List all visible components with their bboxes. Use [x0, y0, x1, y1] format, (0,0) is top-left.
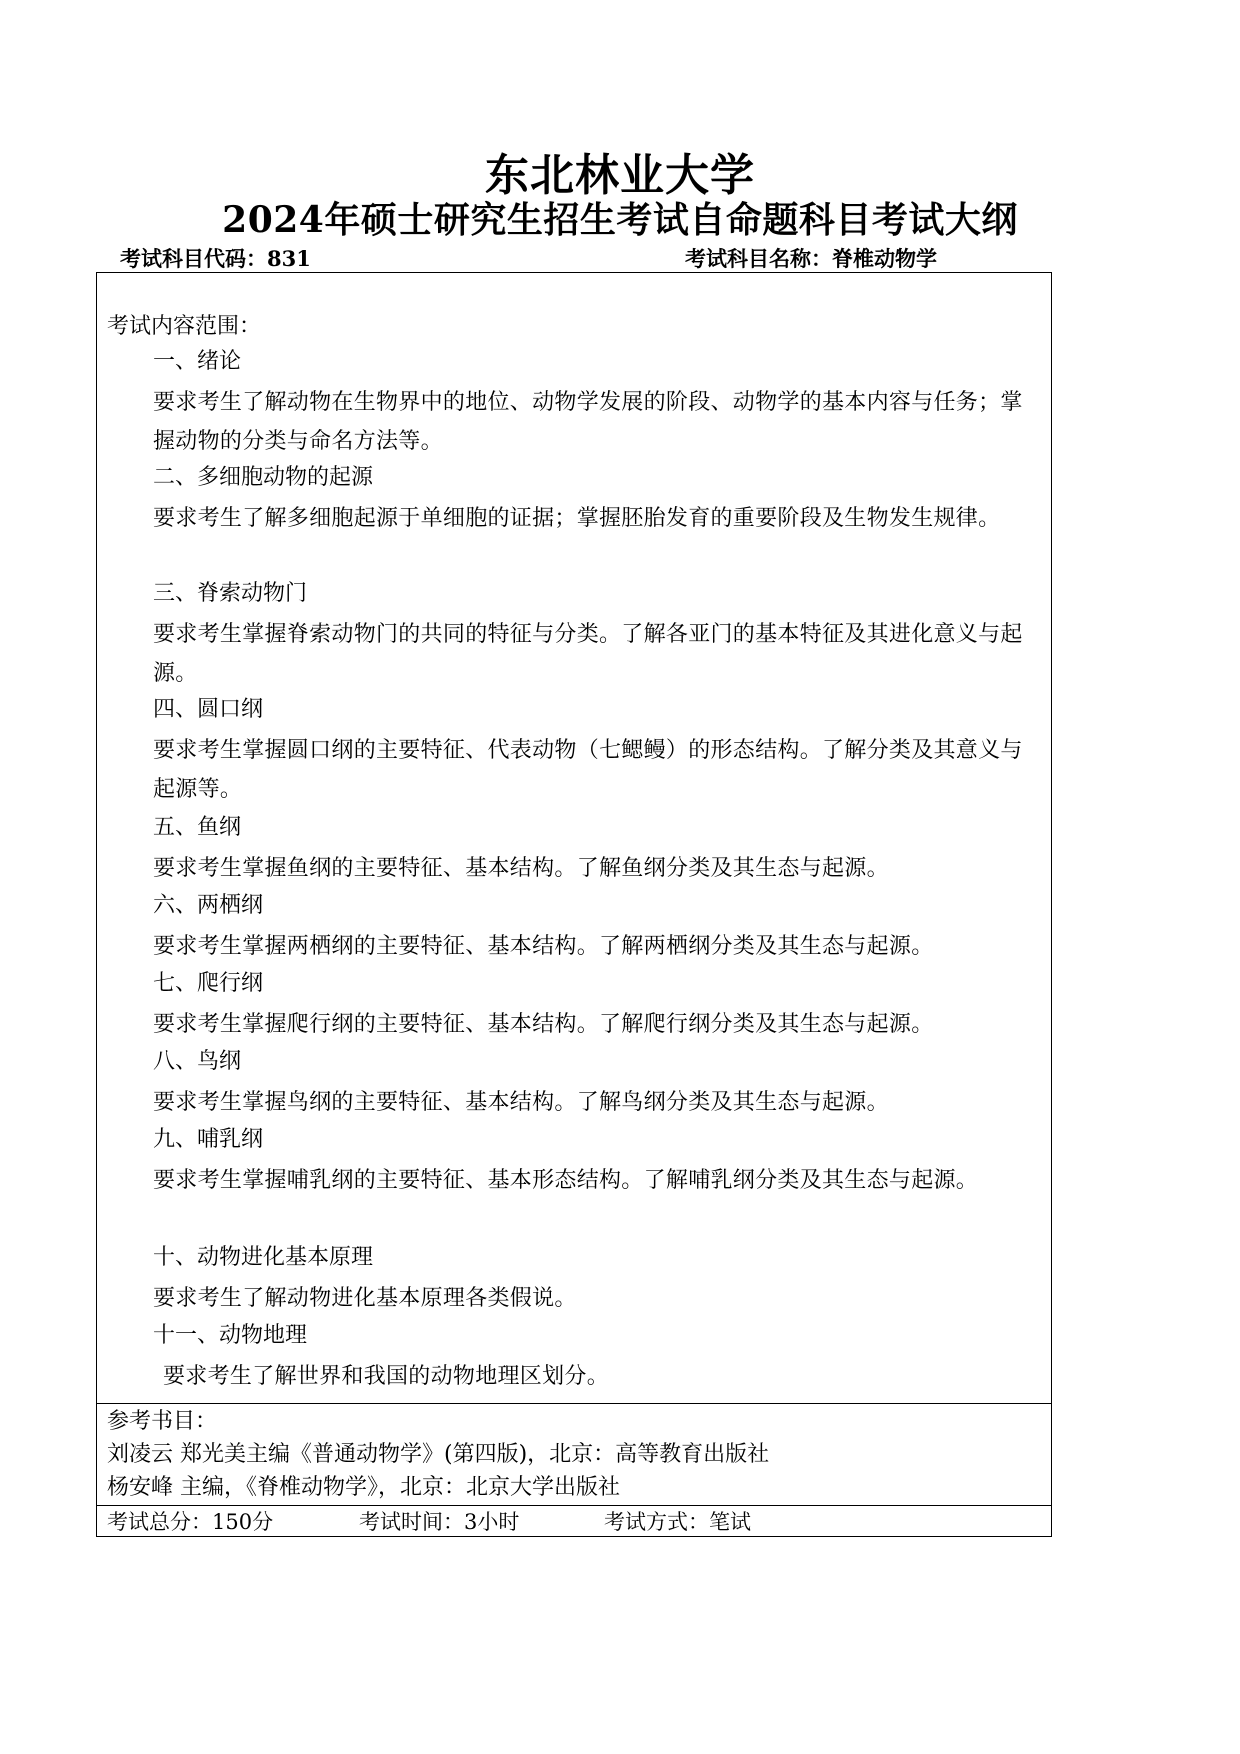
topic-11: [153, 1317, 1033, 1396]
topic-title: 六、两栖纲: [153, 893, 264, 918]
document-title: 2024年硕士研究生招生考试自命题科目考试大纲: [222, 199, 1018, 241]
topic-description: 要求考生了解动物在生物界中的地位、动物学发展的阶段、动物学的基本内容与任务；掌握动物的分类与命名方法等。: [153, 390, 1023, 454]
topic-description: 要求考生掌握鱼纲的主要特征、基本结构。了解鱼纲分类及其生态与起源。: [153, 856, 889, 881]
topic-description: 要求考生掌握爬行纲的主要特征、基本结构。了解爬行纲分类及其生态与起源。: [153, 1012, 934, 1037]
content-section: [97, 273, 1051, 1404]
topic-description: 要求考生掌握哺乳纲的主要特征、基本形态结构。了解哺乳纲分类及其生态与起源。: [153, 1168, 979, 1193]
topic-title: 一、绪论: [153, 349, 242, 374]
references-section: [97, 1404, 1051, 1506]
topic-title: 十、动物进化基本原理: [153, 1245, 374, 1270]
topic-description: 要求考生掌握圆口纲的主要特征、代表动物（七鳃鳗）的形态结构。了解分类及其意义与起源等。: [153, 738, 1023, 802]
topic-title: 九、哺乳纲: [153, 1127, 264, 1152]
topic-title: 四、圆口纲: [153, 697, 264, 722]
topic-8: [153, 1043, 1033, 1122]
topic-description: 要求考生了解动物进化基本原理各类假说。: [153, 1286, 577, 1311]
topic-10: [153, 1239, 1033, 1318]
reference-item: 刘凌云 郑光美主编《普通动物学》(第四版)，北京：高等教育出版社: [107, 1442, 770, 1467]
topic-title: 二、多细胞动物的起源: [153, 465, 374, 490]
topic-7: [153, 965, 1033, 1044]
subject-name: 考试科目名称：脊椎动物学: [685, 246, 937, 271]
topic-6: [153, 887, 1033, 966]
topic-title: 三、脊索动物门: [153, 581, 308, 606]
topic-title: 五、鱼纲: [153, 815, 242, 840]
topic-title: 七、爬行纲: [153, 971, 264, 996]
scope-label: 考试内容范围：: [107, 314, 262, 339]
references-label: 参考书目：: [107, 1409, 218, 1434]
exam-info-row: [97, 1506, 1051, 1538]
subject-code: 考试科目代码：831: [120, 246, 311, 271]
reference-item: 杨安峰 主编，《脊椎动物学》，北京：北京大学出版社: [107, 1475, 620, 1500]
topic-title: 八、鸟纲: [153, 1049, 242, 1074]
topic-description: 要求考生掌握脊索动物门的共同的特征与分类。了解各亚门的基本特征及其进化意义与起源。: [153, 622, 1023, 686]
topic-1: [153, 343, 1033, 461]
topic-4: [153, 691, 1033, 809]
syllabus-table: [96, 272, 1052, 1537]
exam-time: 考试时间：3小时: [359, 1510, 520, 1534]
topic-description: 要求考生掌握两栖纲的主要特征、基本结构。了解两栖纲分类及其生态与起源。: [153, 934, 934, 959]
total-score: 考试总分：150分: [107, 1510, 274, 1534]
topic-9: [153, 1121, 1033, 1200]
topic-2: [153, 459, 1033, 538]
topic-description: 要求考生了解多细胞起源于单细胞的证据；掌握胚胎发育的重要阶段及生物发生规律。: [153, 506, 1001, 531]
topic-3: [153, 575, 1033, 693]
topic-title: 十一、动物地理: [153, 1323, 308, 1348]
exam-method: 考试方式：笔试: [604, 1510, 751, 1534]
university-title: 东北林业大学: [485, 150, 755, 201]
topic-5: [153, 809, 1033, 888]
topic-description: 要求考生掌握鸟纲的主要特征、基本结构。了解鸟纲分类及其生态与起源。: [153, 1090, 889, 1115]
topic-description: 要求考生了解世界和我国的动物地理区划分。: [163, 1364, 610, 1389]
